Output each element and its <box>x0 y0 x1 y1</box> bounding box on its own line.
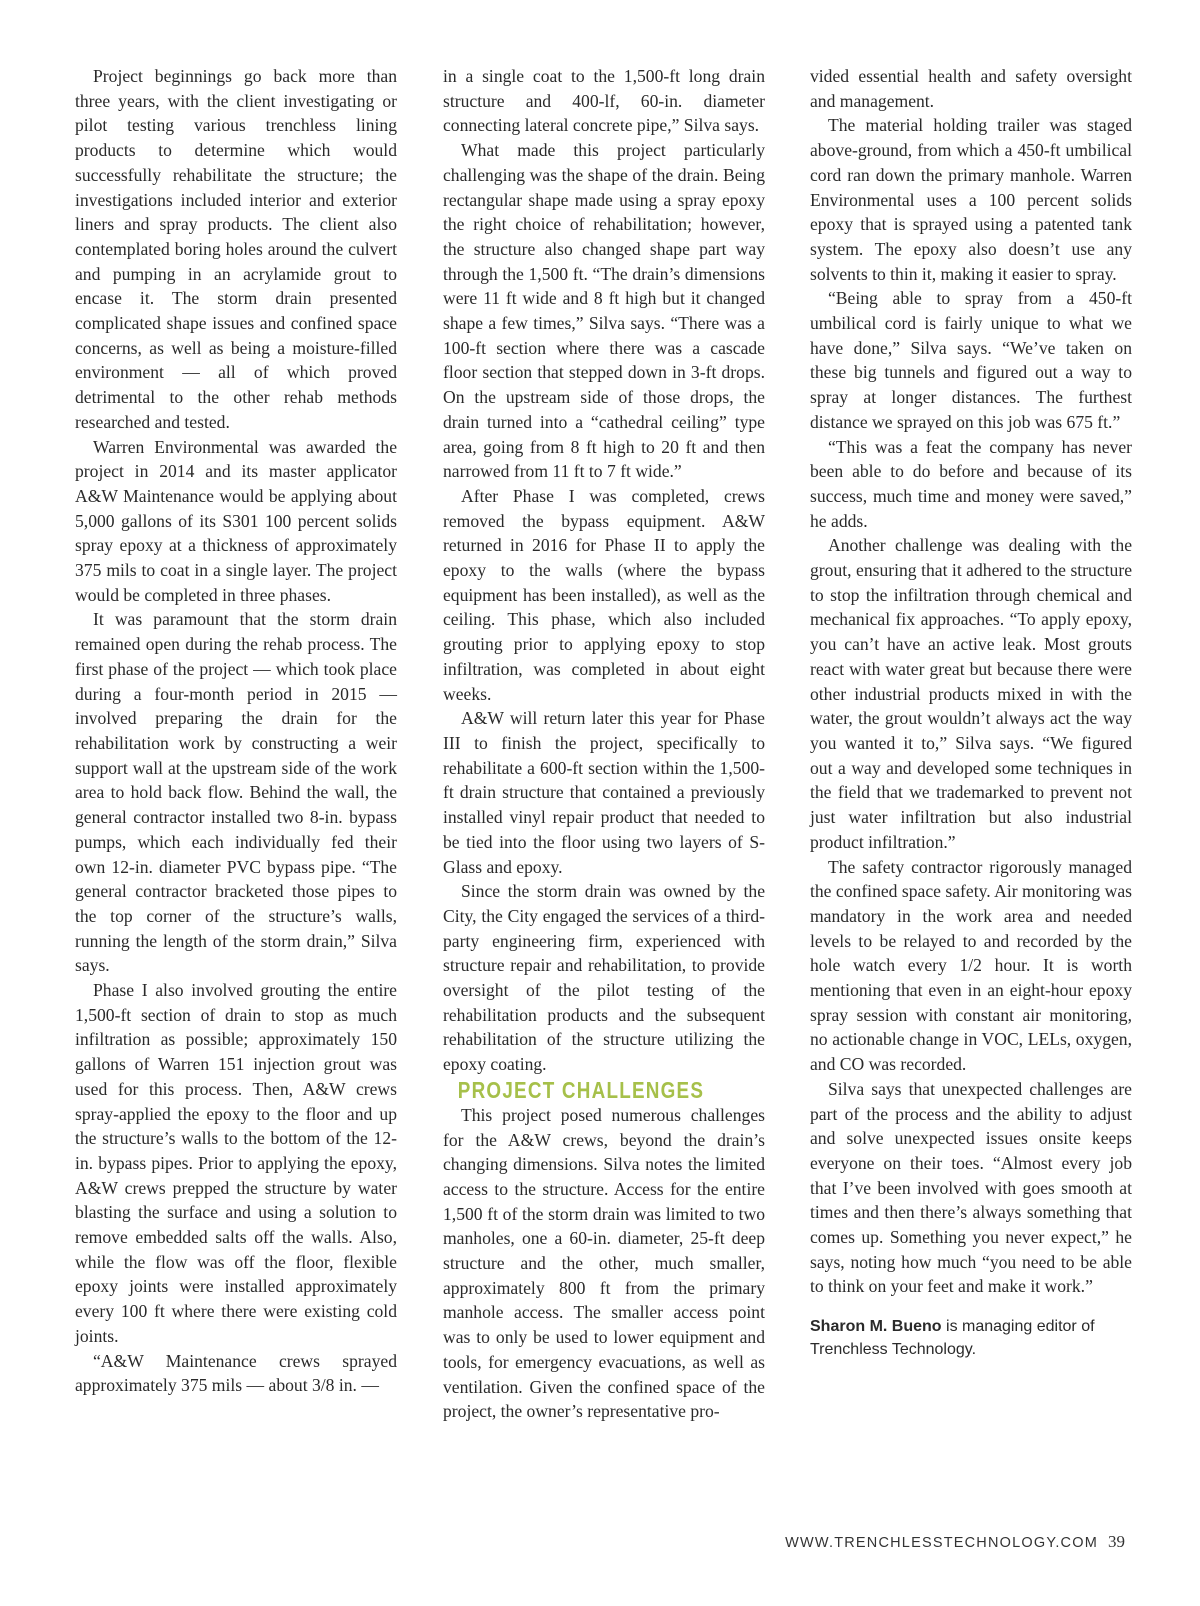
paragraph-continued: vided essential health and safety oversight and management. <box>810 66 1132 111</box>
page-number: 39 <box>1108 1532 1125 1551</box>
paragraph: This project posed numerous challenges for the A&W crews, beyond the drain’s changing dimensions. Silva notes the limited access to the structure. Access for the entire 1,500 ft of the storm drain was limited to two manholes, one a 60-in. diameter, 25-ft deep structure and the other, much smaller, approximately 800 ft from the primary manhole access. The smaller access point was to only be used to lower equipment and tools, for emergency evacuations, as well as ventilation. Given the confined space of the project, the owner’s representative pro- <box>443 1104 765 1422</box>
paragraph: Silva says that unexpected challenges are part of the process and the ability to adjust and solve unexpected issues onsite keeps everyone on their toes. “Almost every job that I’ve been involved with goes smooth at times and then there’s always something that comes up. Something you never expect,” he says, noting how much “you need to be able to think on your feet and make it work.” <box>810 1078 1132 1297</box>
paragraph: It was paramount that the storm drain remained open during the rehab process. The first phase of the project — which took place during a four-month period in 2015 — involved preparing the drain for the rehabilitation work by constructing a weir support wall at the upstream side of the work area to hold back flow. Behind the wall, the general contractor installed two 8-in. bypass pumps, which each individually fed their own 12-in. diameter PVC bypass pipe. “The general contractor bracketed those pipes to the top corner of the structure’s walls, running the length of the storm drain,” Silva says. <box>75 609 397 976</box>
section-heading: PROJECT CHALLENGES <box>457 1076 705 1103</box>
paragraph: Warren Environmental was awarded the project in 2014 and its master applicator A&W Maintenance would be applying about 5,000 gallons of its S301 100 percent solids spray epoxy at a thickness of approximately 375 mils to coat in a single layer. The project would be completed in three phases. <box>75 436 397 605</box>
paragraph: A&W will return later this year for Phase III to finish the project, specifically to rehabilitate a 600-ft section within the 1,500-ft drain structure that contained a previously installed vinyl repair product that needed to be tied into the floor using two layers of S-Glass and epoxy. <box>443 708 765 877</box>
author-byline <box>810 1315 1132 1361</box>
paragraph: “Being able to spray from a 450-ft umbilical cord is fairly unique to what we have done,” Silva says. “We’ve taken on these big tunnels and figured out a way to spray at longer distances. The furthest distance we sprayed on this job was 675 ft.” <box>810 288 1132 432</box>
paragraph-continued: in a single coat to the 1,500-ft long drain structure and 400-lf, 60-in. diameter connecting lateral concrete pipe,” Silva says. <box>443 66 765 136</box>
paragraph: After Phase I was completed, crews removed the bypass equipment. A&W returned in 2016 for Phase II to apply the epoxy to the walls (where the bypass equipment has been installed), as well as the ceiling. This phase, which also included grouting prior to applying epoxy to stop infiltration, was completed in about eight weeks. <box>443 485 765 704</box>
paragraph: Phase I also involved grouting the entire 1,500-ft section of drain to stop as much infiltration as possible; approximately 150 gallons of Warren 151 injection grout was used for this process. Then, A&W crews spray-applied the epoxy to the floor and up the structure’s walls to the bottom of the 12-in. bypass pipes. Prior to applying the epoxy, A&W crews prepped the structure by water blasting the surface and using a solution to remove embedded salts off the walls. Also, while the flow was off the floor, flexible epoxy joints were installed approximately every 100 ft where there were existing cold joints. <box>75 980 397 1346</box>
column-2 <box>443 64 765 1424</box>
author-name: Sharon M. Bueno <box>810 1318 942 1336</box>
paragraph: “This was a feat the company has never been able to do before and because of its success, much time and money were saved,” he adds. <box>810 436 1132 531</box>
footer-url: WWW.TRENCHLESSTECHNOLOGY.COM <box>785 1535 1098 1551</box>
paragraph: The material holding trailer was staged above-ground, from which a 450-ft umbilical cord ran down the primary manhole. Warren Environmental uses a 100 percent solids epoxy that is sprayed using a patented tank system. The epoxy also doesn’t use any solvents to thin it, making it easier to spray. <box>810 115 1132 284</box>
author-bio: is managing editor of Trenchless Technology. <box>810 1318 1095 1359</box>
paragraph: The safety contractor rigorously managed the confined space safety. Air monitoring was mandatory in the work area and needed levels to be relayed to and recorded by the hole watch every 1/2 hour. It is worth mentioning that even in an eight-hour epoxy spray session with constant air monitoring, no actionable change in VOC, LELs, oxygen, and CO was recorded. <box>810 856 1132 1075</box>
paragraph: Since the storm drain was owned by the City, the City engaged the services of a third-party engineering firm, experienced with structure repair and rehabilitation, to provide oversight of the pilot testing of the rehabilitation products and the subsequent rehabilitation of the structure utilizing the epoxy coating. <box>443 881 765 1075</box>
column-3 <box>810 64 1132 1361</box>
column-1 <box>75 64 397 1398</box>
paragraph: “A&W Maintenance crews sprayed approximately 375 mils — about 3/8 in. — <box>75 1350 397 1396</box>
paragraph: Another challenge was dealing with the grout, ensuring that it adhered to the structure to stop the infiltration through chemical and mechanical fix approaches. “To apply epoxy, you can’t have an active leak. Most grouts react with water great but because there were other industrial products mixed in with the water, the grout wouldn’t always act the way you wanted it to,” Silva says. “We figured out a way and developed some techniques in the field that we trademarked to prevent not just water infiltration but also industrial product infiltration.” <box>810 535 1132 852</box>
paragraph: Project beginnings go back more than three years, with the client investigating or pilot testing various trenchless lining products to determine which would successfully rehabilitate the structure; the investigations included interior and exterior liners and spray products. The client also contemplated boring holes around the culvert and pumping in an acrylamide grout to encase it. The storm drain presented complicated shape issues and confined space concerns, as well as being a moisture-filled environment — all of which proved detrimental to the other rehab methods researched and tested. <box>75 66 397 432</box>
paragraph: What made this project particularly challenging was the shape of the drain. Being rectangular shape made using a spray epoxy the right choice of rehabilitation; however, the structure also changed shape part way through the 1,500 ft. “The drain’s dimensions were 11 ft wide and 8 ft high but it changed shape a few times,” Silva says. “There was a 100-ft section where there was a cascade floor section that stepped down in 3-ft drops. On the upstream side of those drops, the drain turned into a “cathedral ceiling” type area, going from 8 ft high to 20 ft and then narrowed from 11 ft to 7 ft wide.” <box>443 140 765 482</box>
page-footer <box>785 1532 1125 1552</box>
